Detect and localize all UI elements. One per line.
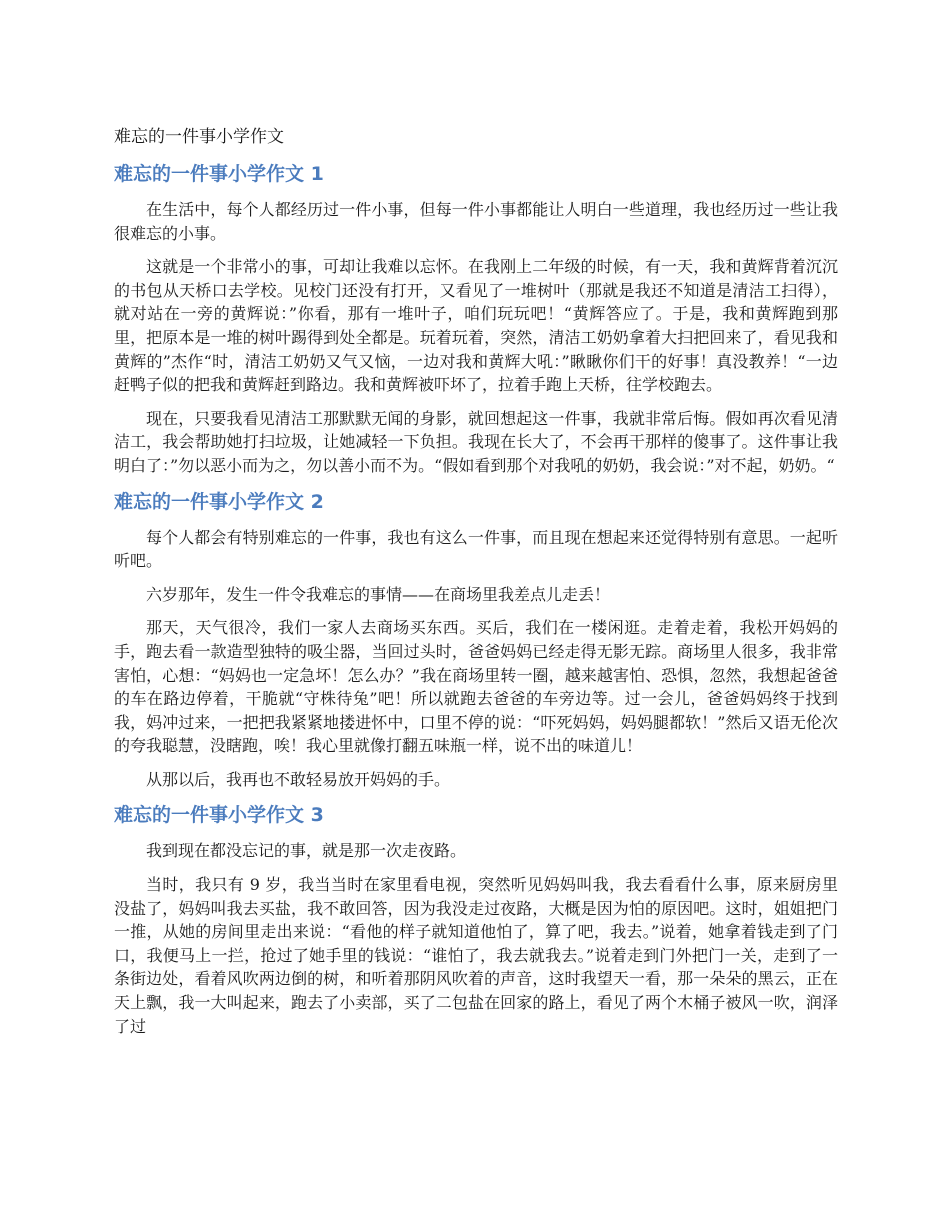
paragraph: 那天，天气很冷，我们一家人去商场买东西。买后，我们在一楼闲逛。走着走着，我松开妈妈的手，跑去看一款造型独特的吸尘器，当回过头时，爸爸妈妈已经走得无影无踪。商场里人很多，我非常害怕，心想：“妈妈也一定急坏！怎么办？”我在商场里转一圈，越来越害怕、恐惧，忽然，我想起爸爸的车在路边停着，干脆就“守株待兔”吧！所以就跑去爸爸的车旁边等。过一会儿，爸爸妈妈终于找到我，妈冲过来，一把把我紧紧地搂进怀中，口里不停的说：“吓死妈妈，妈妈腿都软！”然后又语无伦次的夸我聪慧，没瞎跑，唉！我心里就像打翻五味瓶一样，说不出的味道儿！ (114, 618, 838, 756)
section-heading: 难忘的一件事小学作文 3 (114, 804, 324, 827)
essay-section-1 (114, 160, 838, 478)
document-page (114, 122, 838, 1048)
section-heading: 难忘的一件事小学作文 2 (114, 490, 324, 513)
paragraph: 当时，我只有 9 岁，我当当时在家里看电视，突然听见妈妈叫我，我去看看什么事，原来厨房里没盐了，妈妈叫我去买盐，我不敢回答，因为我没走过夜路，大概是因为怕的原因吧。这时，姐姐把门一推，从她的房间里走出来说：“看他的样子就知道他怕了，算了吧，我去。”说着，她拿着钱走到了门口，我便马上一拦，抢过了她手里的钱说：“谁怕了，我去就我去。”说着走到门外把门一关，走到了一条街边处，看着风吹两边倒的树，和听着那阴风吹着的声音，这时我望天一看，那一朵朵的黑云，正在天上飘，我一大叫起来，跑去了小卖部，买了二包盐在回家的路上，看见了两个木桶子被风一吹，润泽了过 (114, 875, 838, 1036)
paragraph: 现在，只要我看见清洁工那默默无闻的身影，就回想起这一件事，我就非常后悔。假如再次看见清洁工，我会帮助她打扫垃圾，让她减轻一下负担。我现在长大了，不会再干那样的傻事了。这件事让我明白了：”勿以恶小而为之，勿以善小而不为。“假如看到那个对我吼的奶奶，我会说：”对不起，奶奶。“ (114, 408, 838, 475)
essay-section-2 (114, 488, 838, 792)
paragraph: 我到现在都没忘记的事，就是那一次走夜路。 (146, 841, 467, 861)
paragraph: 在生活中，每个人都经历过一件小事，但每一件小事都能让人明白一些道理，我也经历过一些让我很难忘的小事。 (114, 200, 838, 243)
paragraph: 这就是一个非常小的事，可却让我难以忘怀。在我刚上二年级的时候，有一天，我和黄辉背着沉沉的书包从天桥口去学校。见校门还没有打开，又看见了一堆树叶（那就是我还不知道是清洁工扫得），就对站在一旁的黄辉说：”你看，那有一堆叶子，咱们玩玩吧！“黄辉答应了。于是，我和黄辉跑到那里，把原本是一堆的树叶踢得到处全都是。玩着玩着，突然，清洁工奶奶拿着大扫把回来了，看见我和黄辉的”杰作“时，清洁工奶奶又气又恼，一边对我和黄辉大吼：”瞅瞅你们干的好事！真没教养！“一边赶鸭子似的把我和黄辉赶到路边。我和黄辉被吓坏了，拉着手跑上天桥，往学校跑去。 (114, 257, 838, 395)
document-title: 难忘的一件事小学作文 (114, 127, 284, 147)
paragraph: 六岁那年，发生一件令我难忘的事情——在商场里我差点儿走丢！ (146, 584, 611, 604)
paragraph: 每个人都会有特别难忘的一件事，我也有这么一件事，而且现在想起来还觉得特别有意思。一起听听吧。 (114, 527, 838, 571)
essay-section-3 (114, 801, 838, 1038)
section-heading: 难忘的一件事小学作文 1 (114, 163, 324, 185)
paragraph: 从那以后，我再也不敢轻易放开妈妈的手。 (146, 769, 451, 789)
